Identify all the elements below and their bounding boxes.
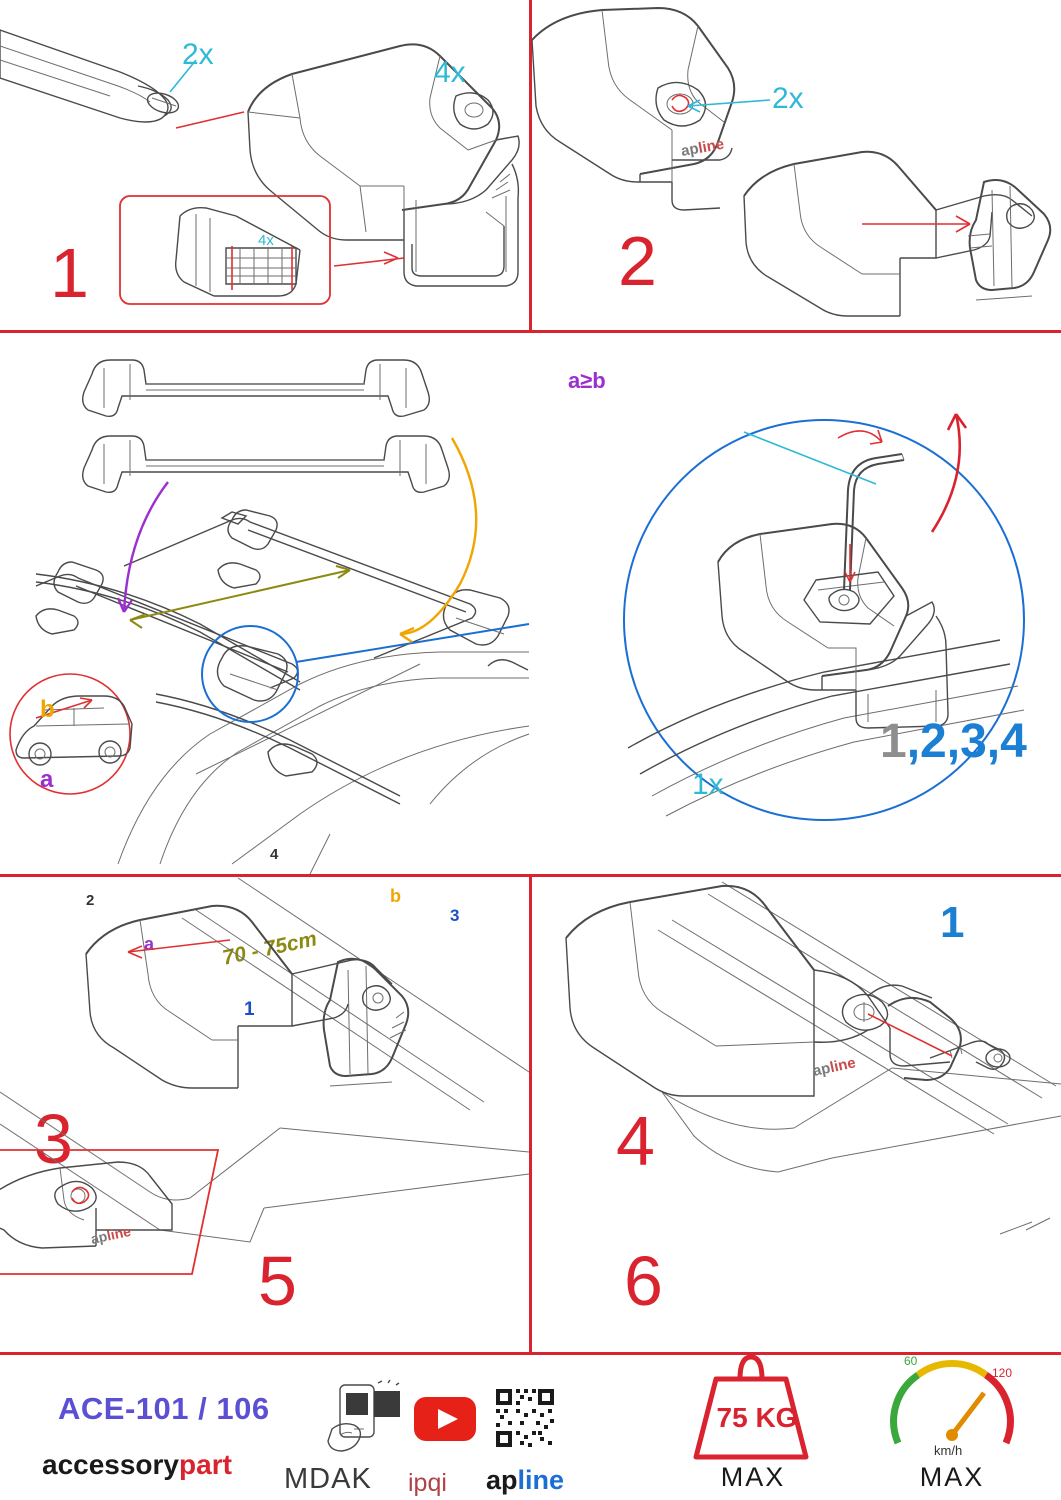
svg-text:apline: apline [811,1054,858,1080]
brand-accessorypart: accessorypart [42,1449,232,1480]
youtube-icon[interactable] [414,1397,476,1441]
step-6-panel [532,878,1061,1352]
step-2-number: 2 [618,222,655,300]
step-1-inset-qty: 4x [258,232,274,249]
step-5-panel [0,878,529,1352]
max-load-value: 75 KG [716,1402,798,1433]
max-speed-caption: MAX [919,1462,985,1492]
step-3-label-b: b [40,696,55,723]
svg-text:apline: apline [89,1222,133,1247]
brand-mdak: MDAK [284,1463,372,1495]
step-3-marker-3: 3 [450,906,460,925]
step-3-number: 3 [34,1100,71,1178]
step-3-bar-label-a: a [144,934,155,954]
step-4-sequence: 1,2,3,4 [880,715,1027,768]
max-load-caption: MAX [720,1462,786,1492]
step-1-qty-2x: 2x [182,38,214,71]
step-1-qty-4x: 4x [434,56,466,89]
svg-text:km/h: km/h [934,1443,963,1458]
step-2-qty-2x: 2x [772,82,804,115]
max-speed-icon [884,1343,1020,1467]
step-4-condition: a≥b [568,368,606,393]
step-1-number: 1 [50,234,87,312]
step-3-bar-label-b: b [390,886,401,906]
svg-text:120: 120 [992,1366,1013,1380]
divider-line-1 [0,330,1061,333]
step-3-panel [0,334,529,1178]
step-4-torque-marker: 1 [940,898,965,947]
qr-code-icon [494,1387,556,1449]
step-1-panel [0,0,529,330]
step-6-illustration [532,878,1061,1352]
scan-qr-phone-icon [318,1381,406,1457]
step-2-panel [532,0,1061,330]
step-6-number: 6 [624,1242,661,1320]
step-3-label-a: a [40,766,54,793]
step-5-number: 5 [258,1242,295,1320]
step-4-number: 4 [616,1102,653,1180]
step-4-illustration [532,334,1061,874]
product-code: ACE-101 / 106 [58,1391,270,1426]
svg-text:apline: apline [679,135,726,160]
step-2-illustration [532,0,1061,330]
step-4-qty-1x: 1x [692,768,724,801]
step-3-illustration [0,334,529,874]
brand-ipqi: ipqi [408,1469,447,1497]
step-3-dimension: 70 - 75cm [220,927,319,970]
brand-apline: apline [486,1465,565,1495]
footer [0,1355,1061,1500]
step-3-marker-4: 4 [270,846,279,863]
step-3-marker-2: 2 [86,892,95,909]
svg-text:60: 60 [904,1354,918,1368]
step-3-marker-1: 1 [244,999,255,1020]
